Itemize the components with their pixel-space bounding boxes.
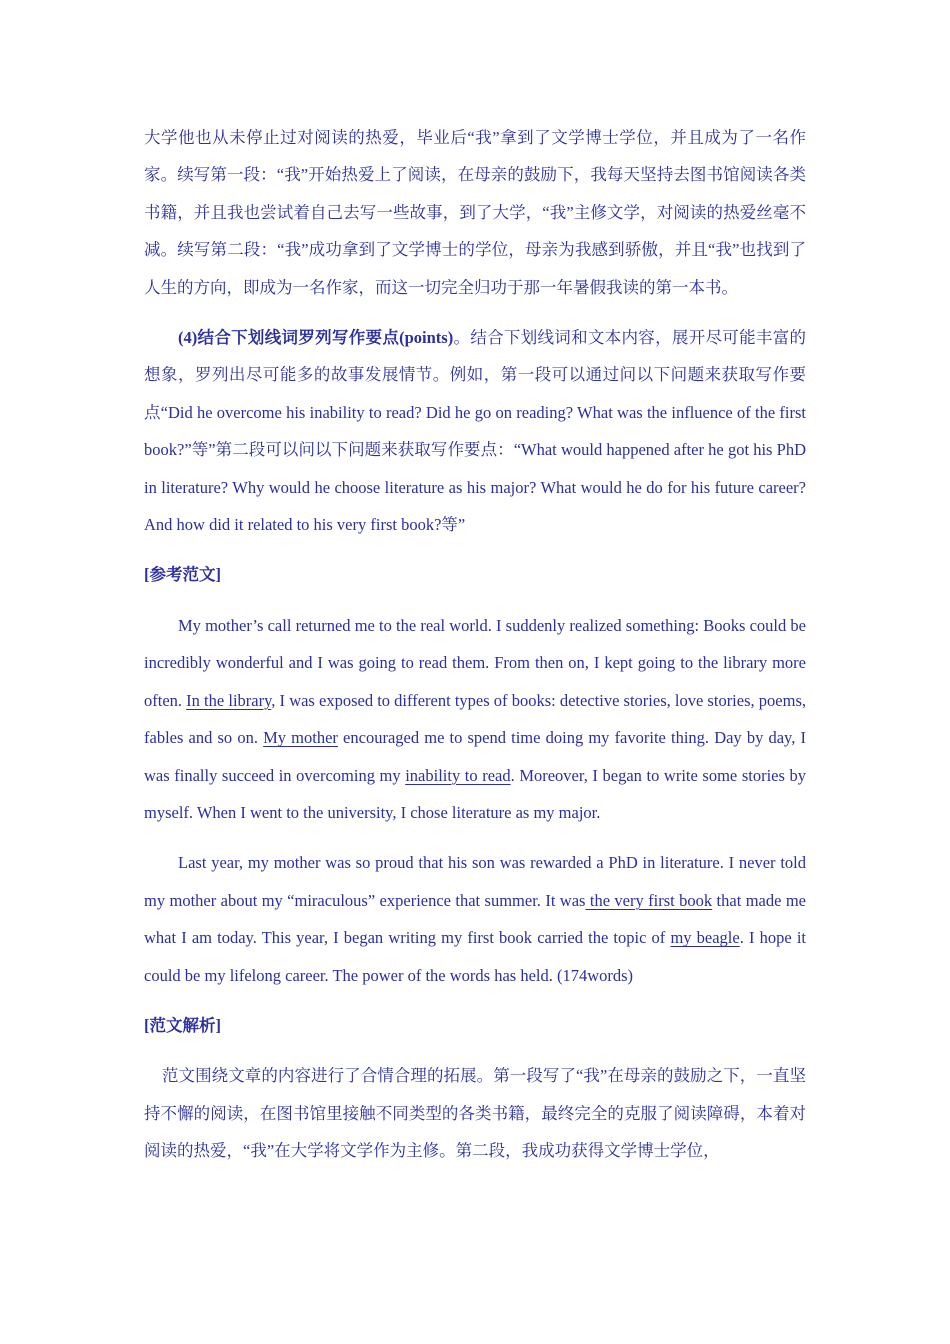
spacer <box>144 543 806 556</box>
essay-text: My mother’s call returned me to the real world. I suddenly realized something: Books could be incredibly wonderful and I was going to read them. From then on, I kept going to the library more often. <box>144 615 806 710</box>
underlined-phrase: inability to read <box>405 765 511 785</box>
essay-text: , I was exposed to different types of books: detective stories, love stories, poems, fables and so on. <box>144 690 806 748</box>
underlined-phrase: the very first book <box>585 890 713 910</box>
essay-analysis-heading: [范文解析] <box>144 1015 221 1035</box>
underlined-phrase: My mother <box>263 728 338 748</box>
writing-points-paragraph <box>144 319 806 543</box>
writing-points-text: 。结合下划线词和文本内容，展开尽可能丰富的想象，罗列出尽可能多的故事发展情节。例如，第一段可以通过问以下问题来获取写作要点“Did he overcome his inability to read? Did he go on reading? What was the influence of the first book?”等”第二段可以问以下问题来获取写作要点：“What would happened after he got his PhD in literature? Why would he choose literature as his major? What would he do for his future career? And how did it related to his very first book?等” <box>144 328 806 535</box>
analysis-paragraph-continued: 大学他也从未停止过对阅读的热爱，毕业后“我”拿到了文学博士学位，并且成为了一名作家。续写第一段：“我”开始热爱上了阅读，在母亲的鼓励下，我每天坚持去图书馆阅读各类书籍，并且我也尝试着自己去写一些故事，到了大学，“我”主修文学，对阅读的热爱丝毫不减。续写第二段：“我”成功拿到了文学博士的学位，母亲为我感到骄傲，并且“我”也找到了人生的方向，即成为一名作家，而这一切完全归功于那一年暑假我读的第一本书。 <box>144 128 806 297</box>
document-body <box>144 119 806 1170</box>
spacer <box>144 994 806 1007</box>
sample-essay-paragraph-1 <box>144 607 806 831</box>
essay-analysis-paragraph: 范文围绕文章的内容进行了合情合理的拓展。第一段写了“我”在母亲的鼓励之下，一直坚持不懈的阅读，在图书馆里接触不同类型的各类书籍，最终完全的克服了阅读障碍，本着对阅读的热爱，“我”在大学将文学作为主修。第二段，我成功获得文学博士学位， <box>144 1066 806 1161</box>
sample-essay-paragraph-2 <box>144 844 806 994</box>
spacer <box>144 594 806 607</box>
essay-text: encouraged me to spend time doing my favorite thing. Day by day, I was finally succeed in overcoming my <box>144 728 806 785</box>
essay-text: . I hope it could be my lifelong career. The power of the words has held. (174words) <box>144 928 806 985</box>
essay-text: Last year, my mother was so proud that his son was rewarded a PhD in literature. I never told my mother about my “miraculous” experience that summer. It was <box>144 853 806 910</box>
sample-essay-heading: [参考范文] <box>144 565 221 585</box>
essay-text: that made me what I am today. This year, I began writing my first book carried the topic of <box>144 890 806 948</box>
underlined-phrase: In the library <box>186 690 272 710</box>
writing-points-lead: (4)结合下划线词罗列写作要点(points) <box>178 328 454 348</box>
underlined-phrase: my beagle <box>670 928 740 948</box>
spacer <box>144 831 806 844</box>
essay-text: . Moreover, I began to write some stories by myself. When I went to the university, I chose literature as my major. <box>144 765 806 822</box>
spacer <box>144 1044 806 1057</box>
spacer <box>144 306 806 319</box>
